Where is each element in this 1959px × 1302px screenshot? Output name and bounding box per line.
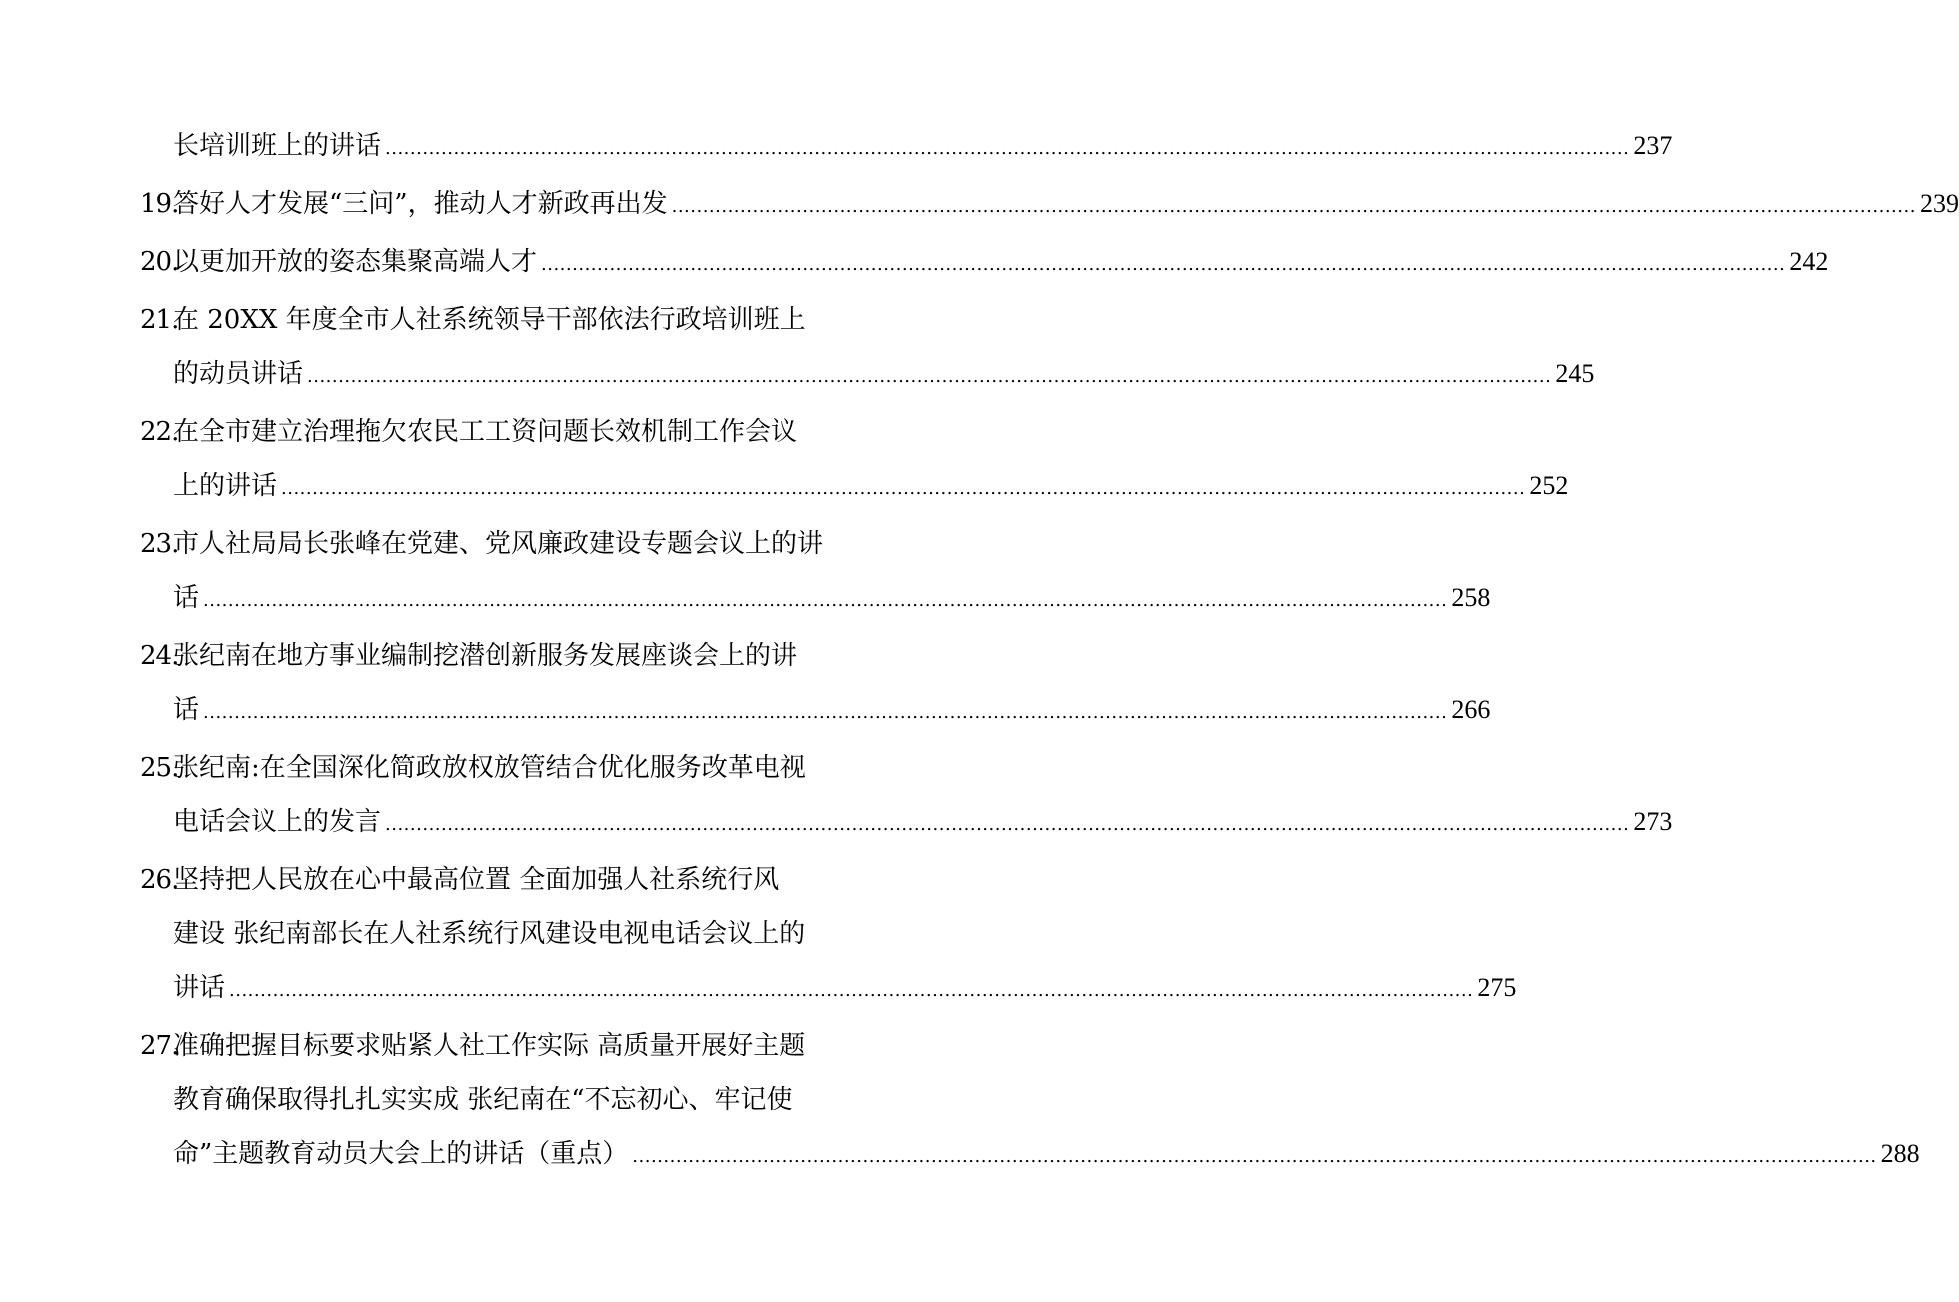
toc-entry xyxy=(140,239,1829,285)
toc-entry-number: 27. xyxy=(140,1031,179,1061)
dot-leader: ........................................................................................................................................................................................................ xyxy=(203,590,1448,611)
toc-line xyxy=(140,181,1959,227)
toc-entry-title-line: 上的讲话 xyxy=(173,471,278,501)
toc-entry-title-line: 答好人才发展“三问”，推动人才新政再出发 xyxy=(173,189,668,219)
toc-entry xyxy=(140,521,1491,621)
toc-page-number: 237 xyxy=(1633,131,1673,160)
toc-line xyxy=(140,857,780,903)
toc-line xyxy=(140,1131,1920,1177)
toc-line xyxy=(140,1077,793,1123)
table-of-contents xyxy=(140,123,1959,1189)
toc-entry-title-line: 准确把握目标要求贴紧人社工作实际 高质量开展好主题 xyxy=(173,1031,806,1061)
toc-entry-title-line: 市人社局局长张峰在党建、党风廉政建设专题会议上的讲 xyxy=(173,529,824,559)
toc-line xyxy=(140,1023,806,1069)
toc-entry xyxy=(140,297,1595,397)
dot-leader: ........................................................................................................................................................................................................ xyxy=(385,814,1630,835)
toc-page-number: 266 xyxy=(1451,695,1491,724)
toc-line xyxy=(140,799,1673,845)
toc-entry-number: 23. xyxy=(140,529,179,559)
toc-entry-title-line: 电话会议上的发言 xyxy=(173,807,382,837)
toc-entry-number: 26. xyxy=(140,865,179,895)
toc-entry xyxy=(140,745,1673,845)
dot-leader: ........................................................................................................................................................................................................ xyxy=(385,138,1630,159)
toc-line xyxy=(140,687,1491,733)
toc-entry-number: 20. xyxy=(140,247,179,277)
toc-page-number: 252 xyxy=(1529,471,1569,500)
dot-leader: ........................................................................................................................................................................................................ xyxy=(229,980,1474,1001)
dot-leader: ........................................................................................................................................................................................................ xyxy=(307,366,1552,387)
toc-page-number: 273 xyxy=(1633,807,1673,836)
dot-leader: ........................................................................................................................................................................................................ xyxy=(203,702,1448,723)
dot-leader: ........................................................................................................................................................................................................ xyxy=(281,478,1526,499)
toc-line xyxy=(140,745,806,791)
toc-entry-number: 24. xyxy=(140,641,179,671)
toc-line xyxy=(140,463,1569,509)
toc-page-number: 275 xyxy=(1477,973,1517,1002)
dot-leader: ........................................................................................................................................................................................................ xyxy=(671,196,1916,217)
toc-entry-title-line: 命”主题教育动员大会上的讲话（重点） xyxy=(173,1139,629,1169)
toc-line xyxy=(140,239,1829,285)
toc-entry-title-line: 教育确保取得扎扎实实成 张纪南在“不忘初心、牢记使 xyxy=(173,1085,793,1115)
toc-line xyxy=(140,351,1595,397)
toc-entry xyxy=(140,409,1569,509)
toc-page-number: 258 xyxy=(1451,583,1491,612)
toc-entry-title-line: 张纪南:在全国深化简政放权放管结合优化服务改革电视 xyxy=(173,753,806,783)
toc-page-number: 242 xyxy=(1789,247,1829,276)
toc-entry-title-line: 长培训班上的讲话 xyxy=(173,131,382,161)
toc-entry-title-line: 话 xyxy=(173,695,200,725)
toc-entry-title-line: 讲话 xyxy=(173,973,226,1003)
toc-entry xyxy=(140,633,1491,733)
toc-line xyxy=(140,911,806,957)
toc-entry-number: 22. xyxy=(140,417,179,447)
toc-line xyxy=(140,409,798,455)
toc-entry-title-line: 坚持把人民放在心中最高位置 全面加强人社系统行风 xyxy=(173,865,780,895)
toc-line xyxy=(140,633,798,679)
toc-line xyxy=(140,521,824,567)
toc-page-number: 245 xyxy=(1555,359,1595,388)
toc-entry-title-line: 以更加开放的姿态集聚高端人才 xyxy=(173,247,538,277)
toc-line xyxy=(140,965,1517,1011)
toc-entry-title-line: 在 20XX 年度全市人社系统领导干部依法行政培训班上 xyxy=(173,305,806,335)
toc-entry xyxy=(140,123,1673,169)
dot-leader: ........................................................................................................................................................................................................ xyxy=(632,1146,1877,1167)
toc-entry-title-line: 张纪南在地方事业编制挖潜创新服务发展座谈会上的讲 xyxy=(173,641,798,671)
toc-entry xyxy=(140,1023,1920,1177)
dot-leader: ........................................................................................................................................................................................................ xyxy=(541,254,1786,275)
toc-entry-number: 21. xyxy=(140,305,179,335)
toc-entry-title-line: 话 xyxy=(173,583,200,613)
toc-line xyxy=(140,575,1491,621)
toc-page-number: 288 xyxy=(1880,1139,1920,1168)
toc-entry xyxy=(140,181,1959,227)
toc-line xyxy=(140,123,1673,169)
toc-line xyxy=(140,297,806,343)
toc-entry-number: 19. xyxy=(140,189,179,219)
toc-page-number: 239 xyxy=(1919,189,1959,218)
toc-entry xyxy=(140,857,1517,1011)
toc-entry-title-line: 在全市建立治理拖欠农民工工资问题长效机制工作会议 xyxy=(173,417,798,447)
toc-entry-title-line: 的动员讲话 xyxy=(173,359,304,389)
toc-entry-title-line: 建设 张纪南部长在人社系统行风建设电视电话会议上的 xyxy=(173,919,806,949)
toc-entry-number: 25. xyxy=(140,753,179,783)
